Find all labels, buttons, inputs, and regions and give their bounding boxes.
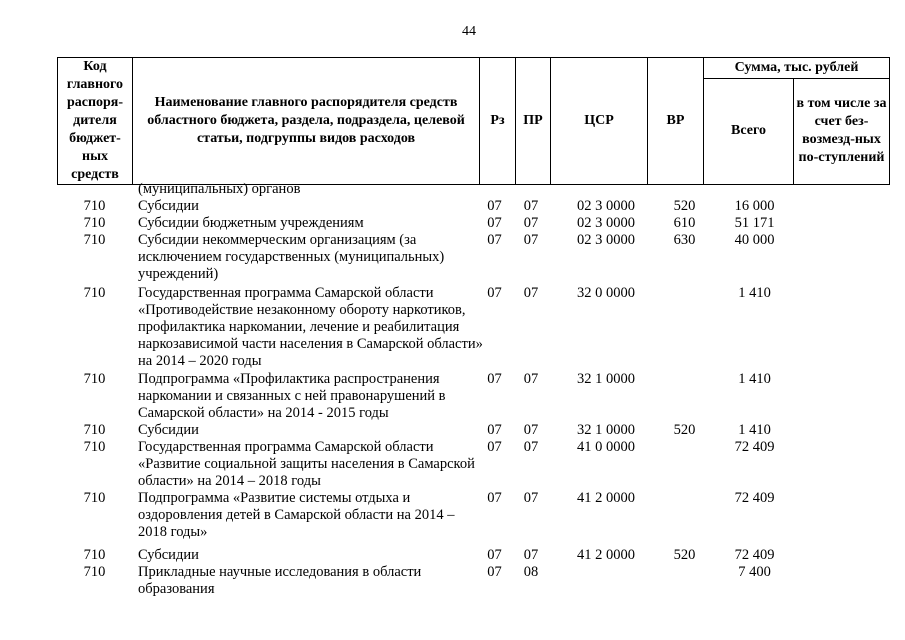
row-name: Субсидии некоммерческим организациям (за исключением государственных (муниципальных) учреждений) [138,232,445,282]
row-sum: 1 410 [738,285,771,301]
row-vr: 520 [673,422,696,438]
row-rz: 07 [487,564,502,580]
row-name: Государственная программа Самарской области «Противодействие незаконному обороту наркотиков, профилактика наркомании, лечение и реабилитация наркозависимой части населения в Самарской области» на 2014 – 2020 годы [138,285,483,369]
page-number: 44 [462,24,476,39]
row-pr: 07 [523,232,539,248]
row-sum: 51 171 [734,215,775,231]
row-sum: 40 000 [734,232,775,248]
row-rz: 07 [487,371,502,387]
row-rz: 07 [487,439,502,455]
row-name: Субсидии [138,422,199,438]
row-name: Субсидии [138,547,199,563]
header-summa: Сумма, тыс. рублей [704,58,890,79]
row-kod: 710 [83,215,106,231]
row-kod: 710 [83,490,106,506]
row-rz: 07 [487,490,502,506]
row-csr: 41 2 0000 [577,547,635,563]
row-pr: 07 [523,439,539,455]
header-rz: Рз [480,58,516,185]
header-bezvozmezd: в том числе за счет без-возмезд-ных по-ступлений [794,78,890,184]
row-pr: 07 [523,547,539,563]
row-rz: 07 [487,422,502,438]
row-sum: 1 410 [738,371,771,387]
table-row [57,371,893,422]
row-name: Субсидии бюджетным учреждениям [138,215,364,231]
row-sum: 7 400 [738,564,771,580]
header-name: Наименование главного распорядителя средств областного бюджета, раздела, подраздела, целевой статьи, подгруппы видов расходов [133,58,480,185]
table-row [57,422,893,439]
row-vr: 610 [673,215,696,231]
row-pr: 07 [523,422,539,438]
table-row [57,285,893,370]
row-kod: 710 [83,232,106,248]
row-vr: 520 [673,547,696,563]
header-vsego: Всего [704,78,794,184]
row-pr: 07 [523,215,539,231]
row-csr: 41 0 0000 [577,439,635,455]
row-sum: 72 409 [734,490,775,506]
row-rz: 07 [487,232,502,248]
table-row [57,215,893,232]
table-row [57,181,893,198]
row-rz: 07 [487,198,502,214]
table-header [57,57,890,185]
row-csr: 02 3 0000 [577,198,635,214]
row-rz: 07 [487,285,502,301]
table-row [57,198,893,215]
row-kod: 710 [83,439,106,455]
row-csr: 02 3 0000 [577,232,635,248]
row-name: Прикладные научные исследования в области образования [138,564,422,597]
table-row [57,232,893,283]
header-vr: ВР [648,58,704,185]
row-csr: 32 1 0000 [577,422,635,438]
row-pr: 07 [523,371,539,387]
row-csr: 32 1 0000 [577,371,635,387]
row-csr: 02 3 0000 [577,215,635,231]
row-sum: 72 409 [734,439,775,455]
header-pr: ПР [516,58,551,185]
row-sum: 1 410 [738,422,771,438]
table-row [57,564,893,598]
row-sum: 72 409 [734,547,775,563]
row-pr: 08 [523,564,539,580]
table-row [57,439,893,490]
row-kod: 710 [83,547,106,563]
row-pr: 07 [523,285,539,301]
row-kod: 710 [83,422,106,438]
row-rz: 07 [487,547,502,563]
table-row [57,547,893,564]
row-pr: 07 [523,198,539,214]
row-vr: 630 [673,232,696,248]
row-vr: 520 [673,198,696,214]
row-csr: 32 0 0000 [577,285,635,301]
row-name: (муниципальных) органов [138,181,301,197]
row-rz: 07 [487,215,502,231]
row-kod: 710 [83,371,106,387]
header-kod: Код главного распоря-дителя бюджет-ных средств [58,58,133,185]
row-name: Субсидии [138,198,199,214]
row-name: Подпрограмма «Развитие системы отдыха и оздоровления детей в Самарской области на 2014 – 2018 годы» [138,490,455,540]
row-csr: 41 2 0000 [577,490,635,506]
header-csr: ЦСР [551,58,648,185]
row-sum: 16 000 [734,198,775,214]
row-name: Подпрограмма «Профилактика распространения наркомании и связанных с ней правонарушений в Самарской области» на 2014 - 2015 годы [138,371,446,421]
row-kod: 710 [83,198,106,214]
row-kod: 710 [83,285,106,301]
row-name: Государственная программа Самарской области «Развитие социальной защиты населения в Самарской области» на 2014 – 2018 годы [138,439,475,489]
row-pr: 07 [523,490,539,506]
table-row [57,490,893,541]
row-kod: 710 [83,564,106,580]
